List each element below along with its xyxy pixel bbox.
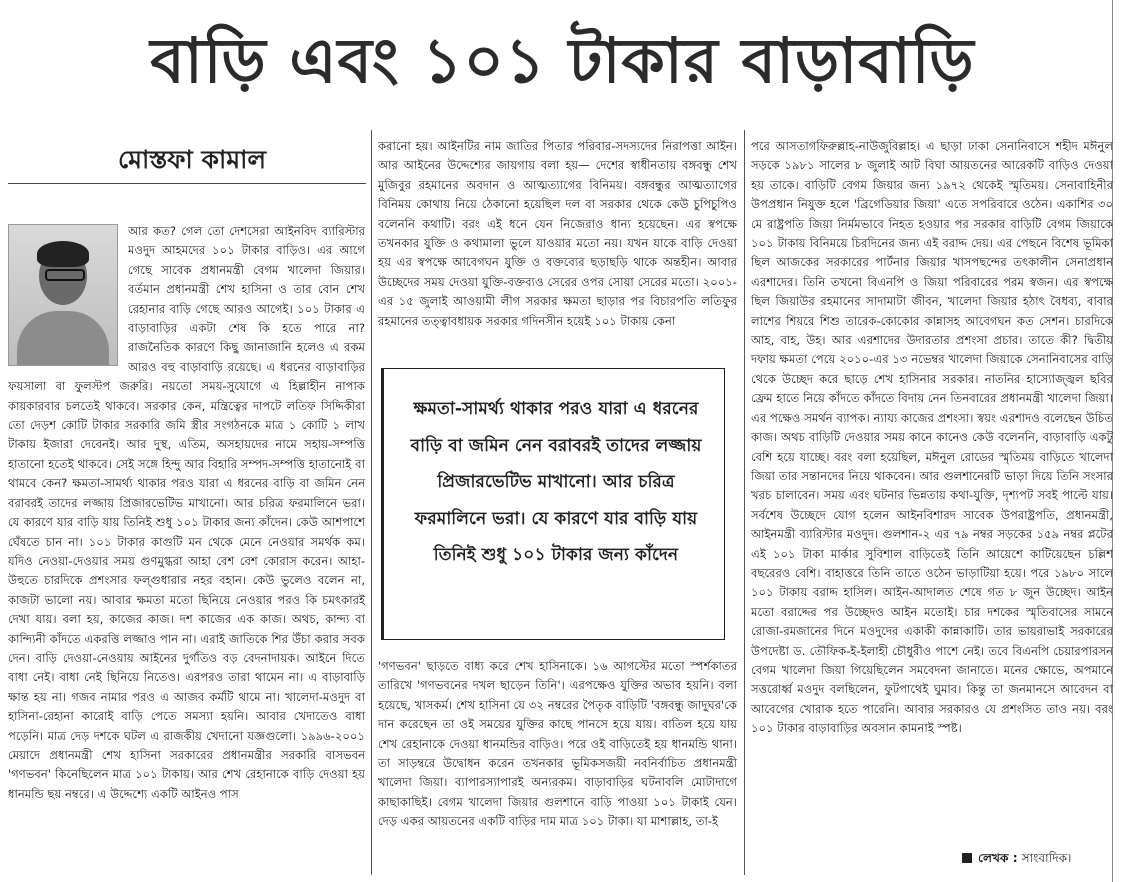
column-1 (8, 222, 365, 872)
column-divider-2 (744, 130, 745, 875)
author-credit (962, 850, 1072, 870)
column-3-text: পরে আসতাগফিরুল্লাহ-নাউজুবিল্লাহ। এ ছাড়া ঢাকা সেনানিবাসে শহীদ মঈনুল সড়কে ১৯৮১ সালের ৮ জুলাই আট বিঘা আয়তনের আরেকটি বাড়িও দেওয়া হয় তাকে। বাড়িটি বেগম জিয়ার জন্য ১৯৭২ থেকেই স্মৃতিময়। সেনাবাহিনীর উপপ্রধান নিযুক্ত হলে 'ব্রিগেডিয়ার জিয়া' এতে সপরিবারে ওঠেন। একাশির ৩০ মে রাষ্ট্রপতি জিয়া নির্মমভাবে নিহত হওয়ার পর সরকার বাড়িটি বেগম জিয়াকে ১০১ টাকায় বিনিময়ে চিরদিনের জন্য এই বরাদ্দ দেয়। এর পেছনে বিশেষ ভূমিকা ছিল আজকের সরকারের পার্টনার জিয়ার খাসপছন্দের তৎকালীন সেনাপ্রধান এরশাদের। তিনি তখনো বিএনপি ও জিয়া পরিবারের পরম স্বজন। এর স্বপক্ষে ছিল জিয়াউর রহমানের সাদামাটা জীবন, খালেদা জিয়ার হঠাৎ বৈধব্য, বাবার লাশের শিয়রে শিশু তারেক-কোকোর কান্নাসহ আবেগঘন কত সেশন। চারদিকে আহ, বাহ, উহ। আর এরশাদের উদারতার প্রশংসা প্রচার। তাতে কী? দ্বিতীয় দফায় ক্ষমতা পেয়ে ২০১০-এর ১৩ নভেম্বর খালেদা জিয়াকে সেনানিবাসের বাড়ি থেকে উচ্ছেদ করে ছাড়ে শেখ হাসিনার সরকার। নাতনির হাস্যোজ্জ্বল ছবির ফ্রেম হাতে নিয়ে কাঁদতে কাঁদতে বিদায় নেন তিনবারের প্রধানমন্ত্রী খালেদা জিয়া। এর পক্ষেও সমর্থন ব্যাপক। ন্যায্য কাজের প্রশংসা। স্বয়ং এরশাদও বলেছেন উচিত কাজ। অথচ বাড়িটি দেওয়ার সময় কানে কানেও কেউ বলেননি, বাড়াবাড়ি একটু বেশি হয়ে যাচ্ছে। বরং বলা হয়েছিল, মঈনুল রোডের স্মৃতিময় বাড়িতে খালেদা জিয়া তার সন্তানদের নিয়ে থাকবেন। আর গুলশানেরটি ভাড়া দিয়ে তিনি সংসার খরচ চালাবেন। সময় এবং ঘটনার ভিন্নতায় কথা-যুক্তি, দৃশ্যপট সবই পাল্টে যায়। সর্বশেষ উচ্ছেদে যোগ হলেন আইনবিশারদ সাবেক উপরাষ্ট্রপতি, প্রধানমন্ত্রী, আইনমন্ত্রী ব্যারিস্টার মওদুদ। গুলশান-২ এর ৭৯ নম্বর সড়কের ১৫৯ নম্বর প্লটের এই ১০১ টাকা মার্কার সুবিশাল বাড়িতেই তিনি আয়েশে কাটিয়েছেন চল্লিশ বছরেরও বেশি। বাহাত্তরে তিনি তাতে ওঠেন ভাড়াটিয়া হয়ে। পরে ১৯৮০ সালে ১০১ টাকায় বরাদ্দ হাসিল। আইন-আদালত শেষে গত ৮ জুন উচ্ছেদ। আইন মতো বরাদ্দের পর উচ্ছেদও আইন মতোই। চার দশকের স্মৃতিবাসের সামনে রোজা-রমজানের দিনে মওদুদের একাকী কান্নাকাটি। তার ভায়রাভাই সরকারের উপদেষ্টা ড. তৌফিক-ই-ইলাহী চৌধুরীও পাশে নেই। তবে বিএনপি চেয়ারপারসন বেগম খালেদা জিয়া গিয়েছিলেন সমবেদনা জানাতে। মনের ক্ষোভে, অপমানে সত্তরোর্ধ্ব মওদুদ বলছিলেন, ফুটপাথেই ঘুমাব। কিন্তু তা জনমানসে আবেদন বা আবেগের খোরাক হতে পারেনি। আবার সরকারও যে প্রশংসিত তাও নয়। বরং ১০১ টাকার বাড়াবাড়ির অবসান কামনাই স্পষ্ট। (751, 139, 1113, 736)
headline: বাড়ি এবং ১০১ টাকার বাড়াবাড়ি (150, 24, 975, 97)
credit-label: লেখক : (978, 851, 1018, 865)
column-3 (751, 137, 1113, 857)
column-2-text: করানো হয়। আইনটির নাম জাতির পিতার পরিবার-সদস্যদের নিরাপত্তা আইন। আর আইনের উদ্দেশ্যের জায়গায় বলা হয়— দেশের স্বাধীনতায় বঙ্গবন্ধু শেখ মুজিবুর রহমানের অবদান ও আত্মত্যাগের বিনিময়। বঙ্গবন্ধুর আত্মত্যাগের বিনিময় কোথায় নিয়ে ঠেকানো হয়েছিল দল বা সরকার থেকে কেউ চুপিচুপিও বলেননি কথাটি। বরং এই ধনে যেন নিজেরাও ধান্য হয়েছেন। এর স্বপক্ষে তখনকার যুক্তি ও কথামালা ভুলে যাওয়ার মতো নয়। যখন যাকে বাড়ি দেওয়া হয় এর স্বপক্ষে আবেগঘন যুক্তি ও বক্তব্যের ছড়াছড়ি থাকে অন্তহীন। আবার উচ্ছেদের সময় দেওয়া যুক্তি-বক্তব্যও সেরের ওপর সোয়া সেরের মতো। ২০০১-এর ১৫ জুলাই আওয়ামী লীগ সরকার ক্ষমতা ছাড়ার পর বিচারপতি লতিফুর রহমানের তত্ত্বাবধায়ক সরকার গদিনসীন হয়েই ১০১ টাকায় কেনা (378, 139, 737, 328)
column-2-continued (378, 657, 737, 877)
pull-quote-box (381, 368, 725, 640)
square-bullet-icon (962, 853, 972, 863)
column-1-text: আর কত? গেল তো দেশসেরা আইনবিদ ব্যারিস্টার মওদুদ আহমদের ১০১ টাকার বাড়িও। এর আগে গেছে সাবেক প্রধানমন্ত্রী বেগম খালেদা জিয়ার। বর্তমান প্রধানমন্ত্রী শেখ হাসিনা ও তার বোন শেখ রেহানার বাড়ি গেছে আরও আগেই। ১০১ টাকার এ বাড়াবাড়ির একটা শেষ কি হতে পারে না? রাজনৈতিক কারণে কিছু জানাজানি হলেও এ রকম আরও বহু বাড়াবাড়ি রয়েছে। এ ধরনের বাড়াবাড়ির ফয়সালা বা ফুলস্টপ জরুরি। নয়তো সময়-সুযোগে এ হিল্লাহীন নাপাক কায়কারবার চলতেই থাকবে। সরকার কেন, মন্ত্রিত্বের দাপটে লতিফ সিদ্দিকীরা তো দেড়শ কোটি টাকার সরকারি জমি স্ত্রীর সংগঠনকে মাত্র ১ কোটি ১ লাখ টাকায় ইজারা দেবেনই। আর দুস্থ, এতিম, অসহায়দের নামে সহায়-সম্পত্তি হাতানো হতেই থাকবে। সেই সঙ্গে হিন্দু আর বিহারি সম্পদ-সম্পত্তি হাতানোই বা থামবে কেন? ক্ষমতা-সামর্থ্য থাকার পরও যারা এ ধরনের বাড়ি বা জমিন নেন বরাবরই তাদের লজ্জায় প্রিজারভেটিভ মাখানো। আর চরিত্র ফরমালিনে ভরা। যে কারণে যার বাড়ি যায় তিনিই শুধু ১০১ টাকার জন্য কাঁদেন। কেউ আশপাশে ঘেঁষতে চান না। ১০১ টাকার কাগুটি মন থেকে মেনে নেওয়ার সমর্থক কম। যদিও নেওয়া-দেওয়ার সময় গুণমুগ্ধরা আহা বেশ বেশ কোরাস করেন। আহা-উহুতে চারদিকে প্রশংসার ফল্গুধারার নহর বহান। কেউ ভুলেও বলেন না, কাজটা ভালো নয়। আবার ক্ষমতা মতো ছিনিয়ে নেওয়ার পরও কি চমৎকারই দেখা যায়। বলা হয়, কাজের কাজ। দশ কাজের এক কাজ। অথচ, কান্দ্য বা কান্দ্যিনী কাঁদতে একরত্তি লজ্জাও পান না। এরাই জাতিকে শির উঁচা করার সবক দেন। বাড়ি দেওয়া-নেওয়ায় আইনের দুর্গতিও বড় বেদনাদায়ক। আইনে দিতে বাধা নেই। বাধা নেই ছিনিয়ে নিতেও। এরপরও তারা থামেন না। এ বাড়াবাড়ি ক্ষান্ত হয় না। গজব নামার পরও এ আজব কর্মটি থামে না। খালেদা-মওদুদ বা হাসিনা-রেহানা কারোই বাড়ি পেতে সমস্যা হয়নি। আবার খেদাতেও বাধা পড়েনি। মাত্র দেড় দশকে ঘটল এ রাজকীয় খেদানো যজ্ঞগুলো। ১৯৯৬-২০০১ মেয়াদে প্রধানমন্ত্রী শেখ হাসিনা সরকারের প্রধানমন্ত্রীর সরকারি বাসভবন 'গণভবন' কিনেছিলেন মাত্র ১০১ টাকায়। আর শেখ রেহানাকে বাড়ি দেওয়া হয় ধানমন্ডি ছয় নম্বরে। এ উদ্দেশ্যে একটি আইনও পাস (8, 224, 366, 801)
column-divider-1 (371, 130, 372, 875)
author-byline: মোস্তফা কামাল (118, 145, 266, 174)
byline-divider (8, 183, 366, 184)
author-photo (8, 224, 118, 366)
column-2 (378, 137, 737, 331)
column-2b-text: 'গণভবন' ছাড়তে বাধ্য করে শেখ হাসিনাকে। ১৬ আগস্টের মতো স্পর্শকাতর তারিখে 'গণভবনের দখল ছাড়েন তিনি'। এরপক্ষেও যুক্তির অভাব হয়নি। বলা হয়েছে, খাসকর্ম। শেখ হাসিনা যে ৩২ নম্বরের পৈতৃক বাড়িটি 'বঙ্গবন্ধু জাদুঘর'কে দান করেছেন তা ওই সময়ের যুক্তির কাছে পানসে হয়ে যায়। বাতিল হয়ে যায় শেখ রেহানাকে দেওয়া ধানমন্ডির বাড়িও। পরে ওই বাড়িতেই হয় ধানমন্ডি থানা। তা সাড়ম্বরে উদ্বোধন করেন তখনকার ভূমিকসজয়ী নবনির্বাচিত প্রধানমন্ত্রী খালেদা জিয়া। ব্যাপারস্যাপারই অন্যরকম। বাড়াবাড়ির ঘটনাবলি মোটাদাগে কাছাকাছিই। বেগম খালেদা জিয়ার গুলশানে বাড়ি পাওয়া ১০১ টাকাই যেন। দেড় একর আয়তনের একটি বাড়ির দাম মাত্র ১০১ টাকা। যা মাশাল্লাহ, তা-ই (378, 659, 737, 829)
pull-quote-text: ক্ষমতা-সামর্থ্য থাকার পরও যারা এ ধরনের বাড়ি বা জমিন নেন বরাবরই তাদের লজ্জায় প্রিজারভেটিভ মাখানো। আর চরিত্র ফরমালিনে ভরা। যে কারণে যার বাড়ি যায় তিনিই শুধু ১০১ টাকার জন্য কাঁদেন (410, 399, 702, 565)
credit-value: সাংবাদিক। (1021, 851, 1072, 865)
